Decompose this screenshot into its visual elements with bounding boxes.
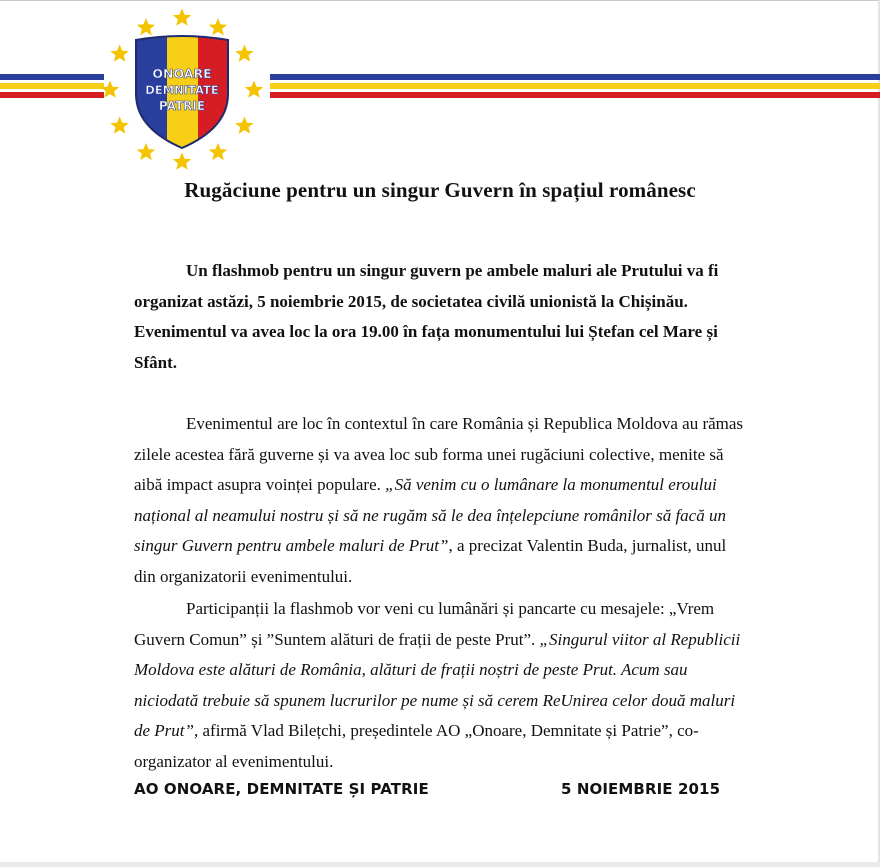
- star-icon: [173, 9, 192, 26]
- organization-logo: [96, 6, 268, 174]
- star-icon: [110, 45, 129, 62]
- star-icon: [235, 45, 254, 62]
- body-paragraph-2-text: Participanții la flashmob vor veni cu lumânări și pancarte cu mesajele: „Vrem Guvern Comun” și ”Suntem alături de frații de peste Prut”.: [134, 599, 715, 649]
- quote-vlad-biletchi: „Singurul viitor al Republicii Moldova este alături de România, alături de frații noștri de peste Prut. Acum sau niciodată trebuie să spunem lucrurilor pe nume și să cerem ReUnirea celor două maluri de Prut”,: [134, 629, 741, 740]
- tricolor-stripe-right: [270, 74, 880, 104]
- footer-date: 5 NOIEMBRIE 2015: [561, 780, 721, 798]
- body-paragraph-1: [134, 409, 752, 592]
- document-title: Rugăciune pentru un singur Guvern în spațiul românesc: [184, 178, 696, 202]
- body-paragraph-2-attribution: afirmă Vlad Bilețchi, președintele AO „Onoare, Demnitate și Patrie”, co-organizator al evenimentului.: [134, 721, 699, 771]
- footer-organization: AO ONOARE, DEMNITATE ȘI PATRIE: [134, 780, 429, 798]
- star-icon: [235, 117, 254, 134]
- star-icon: [137, 18, 156, 35]
- lead-paragraph: [134, 256, 752, 378]
- star-icon: [209, 143, 228, 160]
- star-icon: [245, 81, 264, 98]
- logo-text-line2: DEMNITATE: [145, 83, 219, 97]
- logo-text-line1: ONOARE: [152, 66, 212, 81]
- body-paragraph-2: [134, 594, 752, 777]
- quote-valentin-buda: „Să venim cu o lumânare la monumentul eroului național al neamului nostru și să ne rugăm să le dea înțelepciune românilor să facă un singur Guvern pentru ambele maluri de Prut”: [134, 475, 726, 555]
- body-paragraph-1-attribution: , a precizat Valentin Buda, jurnalist, unul din organizatorii evenimentului.: [134, 536, 727, 586]
- logo-text-line3: PATRIE: [158, 99, 206, 113]
- body-paragraph-1-text: Evenimentul are loc în contextul în care România și Republica Moldova au rămas zilele acestea fără guverne și va avea loc sub forma unei rugăciuni colective, menite să aibă impact asupra voinței populare.: [134, 414, 744, 494]
- page-top-border: [0, 0, 880, 1]
- star-icon: [173, 153, 192, 170]
- tricolor-stripe-left: [0, 74, 104, 104]
- star-icon: [209, 18, 228, 35]
- page-bottom-border: [0, 862, 880, 867]
- star-icon: [101, 81, 120, 98]
- star-icon: [137, 143, 156, 160]
- star-icon: [110, 117, 129, 134]
- lead-paragraph-text: Un flashmob pentru un singur guvern pe ambele maluri ale Prutului va fi organizat astăzi, 5 noiembrie 2015, de societatea civilă unionistă la Chișinău. Evenimentul va avea loc la ora 19.00 în fața monumentului lui Ștefan cel Mare și Sfânt.: [134, 261, 719, 372]
